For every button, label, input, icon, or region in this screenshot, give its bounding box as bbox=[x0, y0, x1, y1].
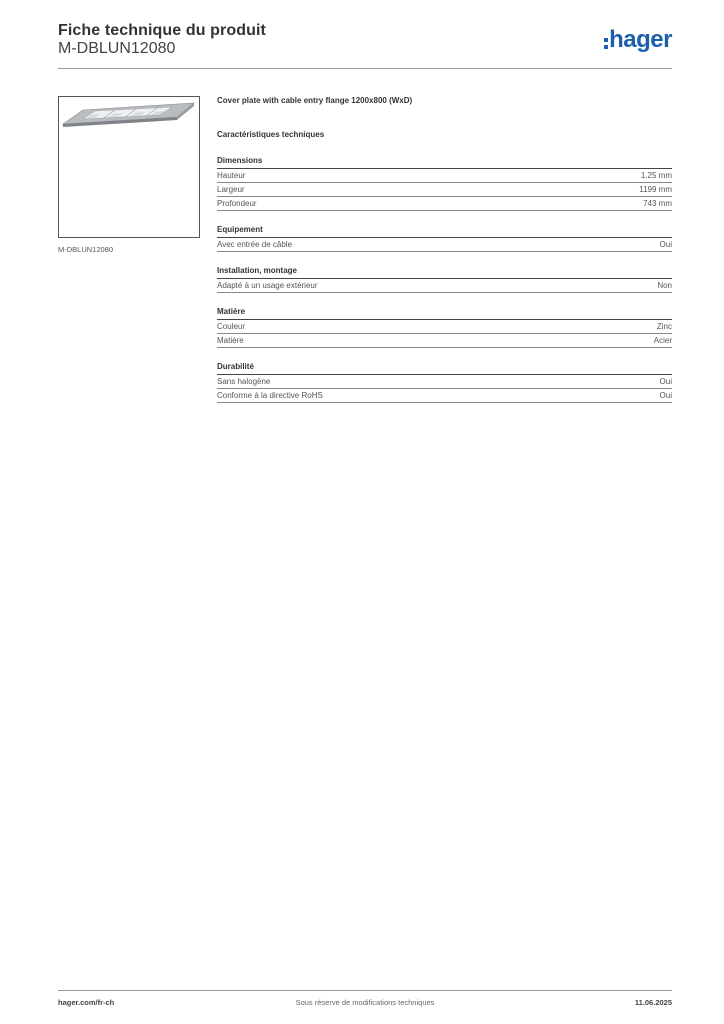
spec-row bbox=[217, 279, 672, 293]
spec-content bbox=[217, 96, 672, 403]
spec-row bbox=[217, 334, 672, 348]
spec-row bbox=[217, 320, 672, 334]
group-title: Dimensions bbox=[217, 155, 672, 169]
section-heading: Caractéristiques techniques bbox=[217, 130, 325, 139]
spec-row bbox=[217, 375, 672, 389]
page-title: Fiche technique du produit bbox=[58, 22, 266, 39]
spec-label: Avec entrée de câble bbox=[217, 240, 293, 249]
spec-row bbox=[217, 238, 672, 252]
group-title: Matière bbox=[217, 306, 672, 320]
spec-label: Largeur bbox=[217, 185, 245, 194]
footer-website-link[interactable]: hager.com/fr-ch bbox=[58, 998, 115, 1007]
group-title: Equipement bbox=[217, 224, 672, 238]
spec-value: Oui bbox=[659, 240, 672, 249]
spec-value: Oui bbox=[659, 391, 672, 400]
product-code: M-DBLUN12080 bbox=[58, 40, 176, 57]
spec-row bbox=[217, 169, 672, 183]
spec-group-dimensions bbox=[217, 155, 672, 211]
spec-value: Zinc bbox=[656, 322, 672, 331]
footer-notice: Sous réserve de modifications techniques bbox=[295, 998, 435, 1007]
spec-group-durabilite bbox=[217, 361, 672, 403]
hager-logo bbox=[604, 26, 672, 54]
footer-date: 11.06.2025 bbox=[634, 998, 672, 1007]
spec-group-equipement bbox=[217, 224, 672, 252]
spec-value: Acier bbox=[653, 336, 672, 345]
group-title: Durabilité bbox=[217, 361, 672, 375]
spec-value: Oui bbox=[659, 377, 672, 386]
spec-group-matiere bbox=[217, 306, 672, 348]
spec-label: Adapté à un usage extérieur bbox=[217, 281, 318, 290]
spec-group-installation bbox=[217, 265, 672, 293]
cover-plate-illustration bbox=[59, 97, 199, 237]
spec-value: 743 mm bbox=[643, 199, 672, 208]
logo-text: hager bbox=[609, 26, 672, 53]
spec-label: Conforme à la directive RoHS bbox=[217, 391, 323, 400]
image-caption: M-DBLUN12080 bbox=[58, 245, 114, 254]
spec-row bbox=[217, 389, 672, 403]
group-title: Installation, montage bbox=[217, 265, 672, 279]
footer-divider bbox=[58, 990, 672, 991]
spec-label: Matière bbox=[217, 336, 244, 345]
logo-dots-icon bbox=[604, 38, 608, 49]
page-header bbox=[58, 22, 672, 70]
spec-row bbox=[217, 183, 672, 197]
product-image bbox=[58, 96, 200, 238]
spec-value: 1.25 mm bbox=[640, 171, 672, 180]
spec-value: Non bbox=[657, 281, 672, 290]
spec-row bbox=[217, 197, 672, 211]
product-description: Cover plate with cable entry flange 1200x800 (WxD) bbox=[217, 96, 413, 105]
header-divider bbox=[58, 68, 672, 69]
spec-label: Hauteur bbox=[217, 171, 246, 180]
spec-label: Couleur bbox=[217, 322, 246, 331]
spec-value: 1199 mm bbox=[639, 185, 672, 194]
spec-label: Profondeur bbox=[217, 199, 257, 208]
spec-label: Sans halogène bbox=[217, 377, 271, 386]
